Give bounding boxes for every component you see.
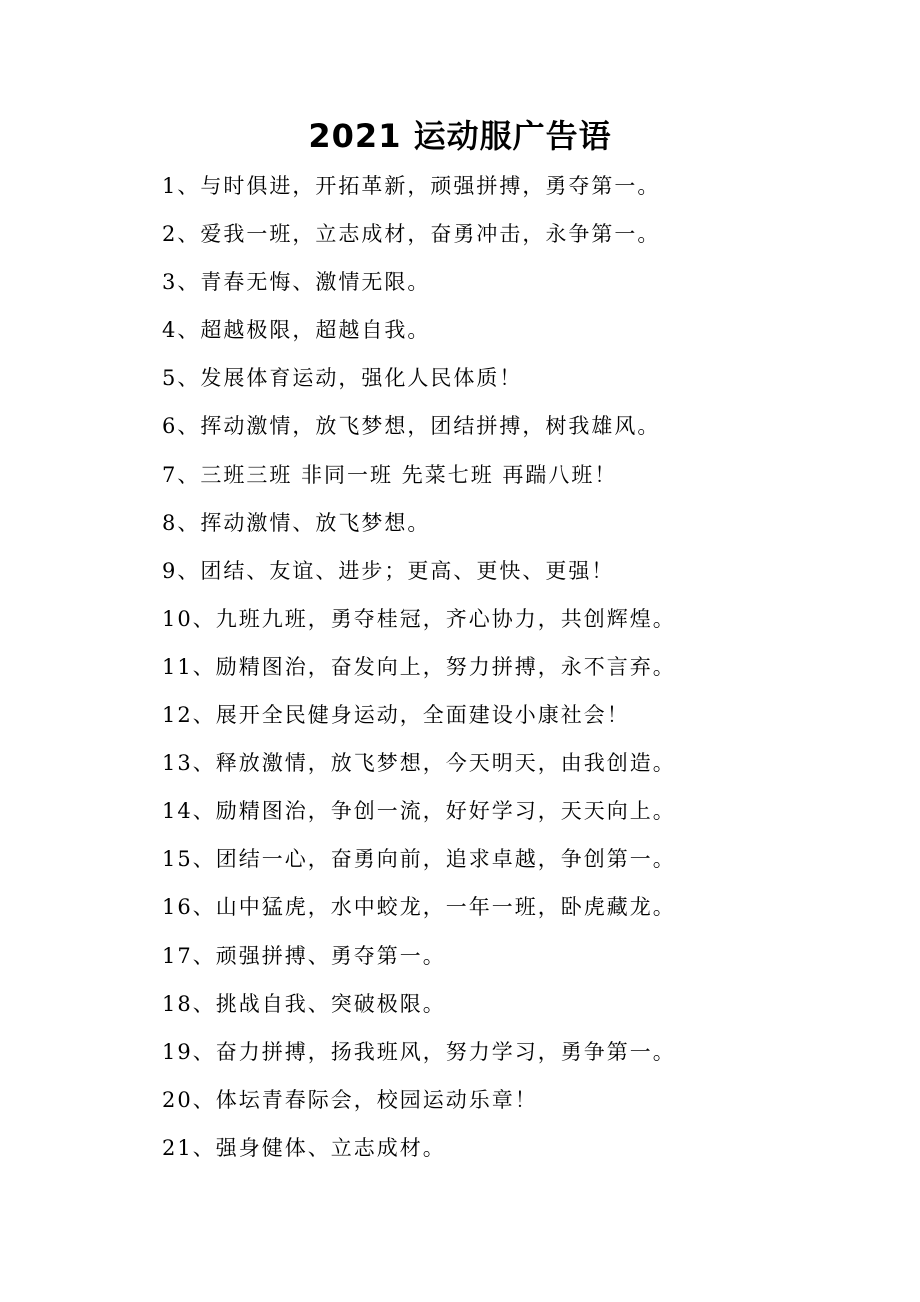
list-item: 4、超越极限，超越自我。 bbox=[162, 318, 431, 343]
list-item: 15、团结一心，奋勇向前，追求卓越，争创第一。 bbox=[162, 847, 676, 872]
list-item: 19、奋力拼搏，扬我班风，努力学习，勇争第一。 bbox=[162, 1039, 676, 1064]
list-item: 16、山中猛虎，水中蛟龙，一年一班，卧虎藏龙。 bbox=[162, 895, 676, 920]
list-item: 5、发展体育运动，强化人民体质！ bbox=[162, 366, 523, 391]
list-item: 14、励精图治，争创一流，好好学习，天天向上。 bbox=[162, 799, 676, 824]
list-item: 18、挑战自我、突破极限。 bbox=[162, 991, 446, 1016]
list-item: 8、挥动激情、放飞梦想。 bbox=[162, 510, 431, 535]
list-item: 3、青春无悔、激情无限。 bbox=[162, 270, 431, 295]
page-title: 2021 运动服广告语 bbox=[308, 117, 612, 155]
list-item: 1、与时俱进，开拓革新，顽强拼搏，勇夺第一。 bbox=[162, 174, 661, 198]
list-item: 10、九班九班，勇夺桂冠，齐心协力，共创辉煌。 bbox=[162, 606, 676, 631]
list-item: 20、体坛青春际会，校园运动乐章！ bbox=[162, 1087, 538, 1112]
list-item: 21、强身健体、立志成材。 bbox=[162, 1135, 446, 1160]
slogan-list bbox=[162, 166, 862, 1176]
list-item: 9、团结、友谊、进步；更高、更快、更强！ bbox=[162, 558, 615, 583]
list-item: 12、展开全民健身运动，全面建设小康社会！ bbox=[162, 703, 630, 728]
list-item: 17、顽强拼搏、勇夺第一。 bbox=[162, 943, 446, 968]
list-item: 13、释放激情，放飞梦想，今天明天，由我创造。 bbox=[162, 751, 676, 776]
list-item: 2、爱我一班，立志成材，奋勇冲击，永争第一。 bbox=[162, 222, 661, 247]
list-item: 6、挥动激情，放飞梦想，团结拼搏，树我雄风。 bbox=[162, 414, 661, 439]
list-item: 7、三班三班 非同一班 先菜七班 再踹八班！ bbox=[162, 462, 618, 487]
list-item: 11、励精图治，奋发向上，努力拼搏，永不言弃。 bbox=[162, 654, 676, 679]
